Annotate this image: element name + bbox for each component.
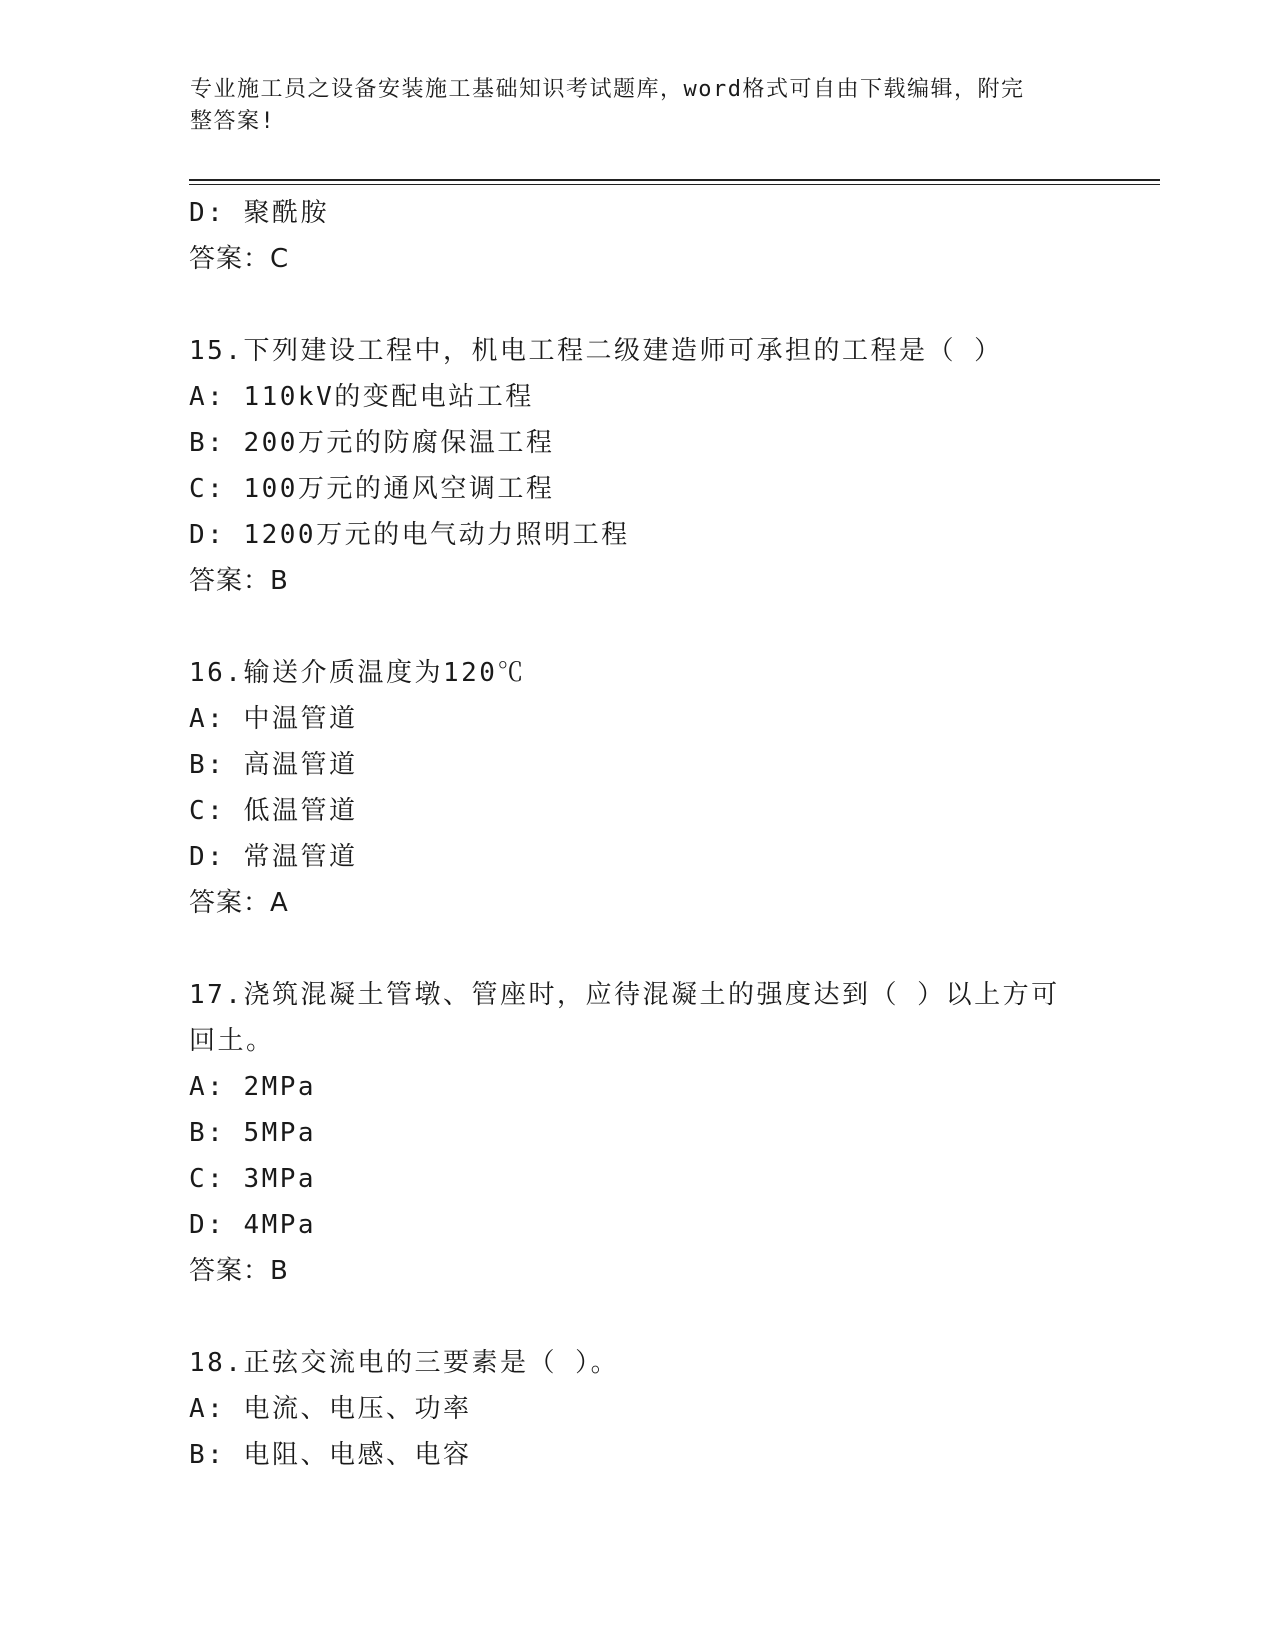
answer-line: 答案：B [189,566,289,596]
question-stem: 18.正弦交流电的三要素是（ ）。 [189,1348,620,1378]
spacer [189,604,1089,650]
question-17 [189,972,1089,1294]
option-c: C: 低温管道 [189,796,358,826]
option-a: A: 电流、电压、功率 [189,1394,472,1424]
header-line-1: 专业施工员之设备安装施工基础知识考试题库，word格式可自由下载编辑，附完 [190,77,1025,102]
spacer [189,926,1089,972]
header-rule-thin [189,184,1160,185]
question-stem: 15.下列建设工程中，机电工程二级建造师可承担的工程是（ ） [189,336,1003,366]
question-16 [189,650,1089,926]
option-d: D: 常温管道 [189,842,358,872]
header-rule-thick [189,179,1160,181]
option-a: A: 2MPa [189,1072,317,1102]
option-d: D: 4MPa [189,1210,317,1240]
question-15 [189,328,1089,604]
option-b: B: 200万元的防腐保温工程 [189,428,555,458]
question-stem-line-2: 回土。 [189,1026,275,1056]
header-line-2: 整答案! [190,109,276,134]
option-b: B: 5MPa [189,1118,317,1148]
option-c: C: 100万元的通风空调工程 [189,474,555,504]
option-a: A: 中温管道 [189,704,358,734]
spacer [189,282,1089,328]
answer-line: 答案：C [189,244,290,274]
option-c: C: 3MPa [189,1164,317,1194]
question-18 [189,1340,1089,1478]
option-d: D: 聚酰胺 [189,198,329,228]
answer-line: 答案：B [189,1256,289,1286]
question-stem: 16.输送介质温度为120℃ [189,658,526,688]
spacer [189,1294,1089,1340]
option-a: A: 110kV的变配电站工程 [189,382,534,412]
question-list [189,190,1089,1478]
option-b: B: 电阻、电感、电容 [189,1440,472,1470]
question-stem-line-1: 17.浇筑混凝土管墩、管座时，应待混凝土的强度达到（ ）以上方可 [189,980,1060,1010]
option-b: B: 高温管道 [189,750,358,780]
document-header [190,74,1090,138]
option-d: D: 1200万元的电气动力照明工程 [189,520,630,550]
answer-line: 答案：A [189,888,289,918]
